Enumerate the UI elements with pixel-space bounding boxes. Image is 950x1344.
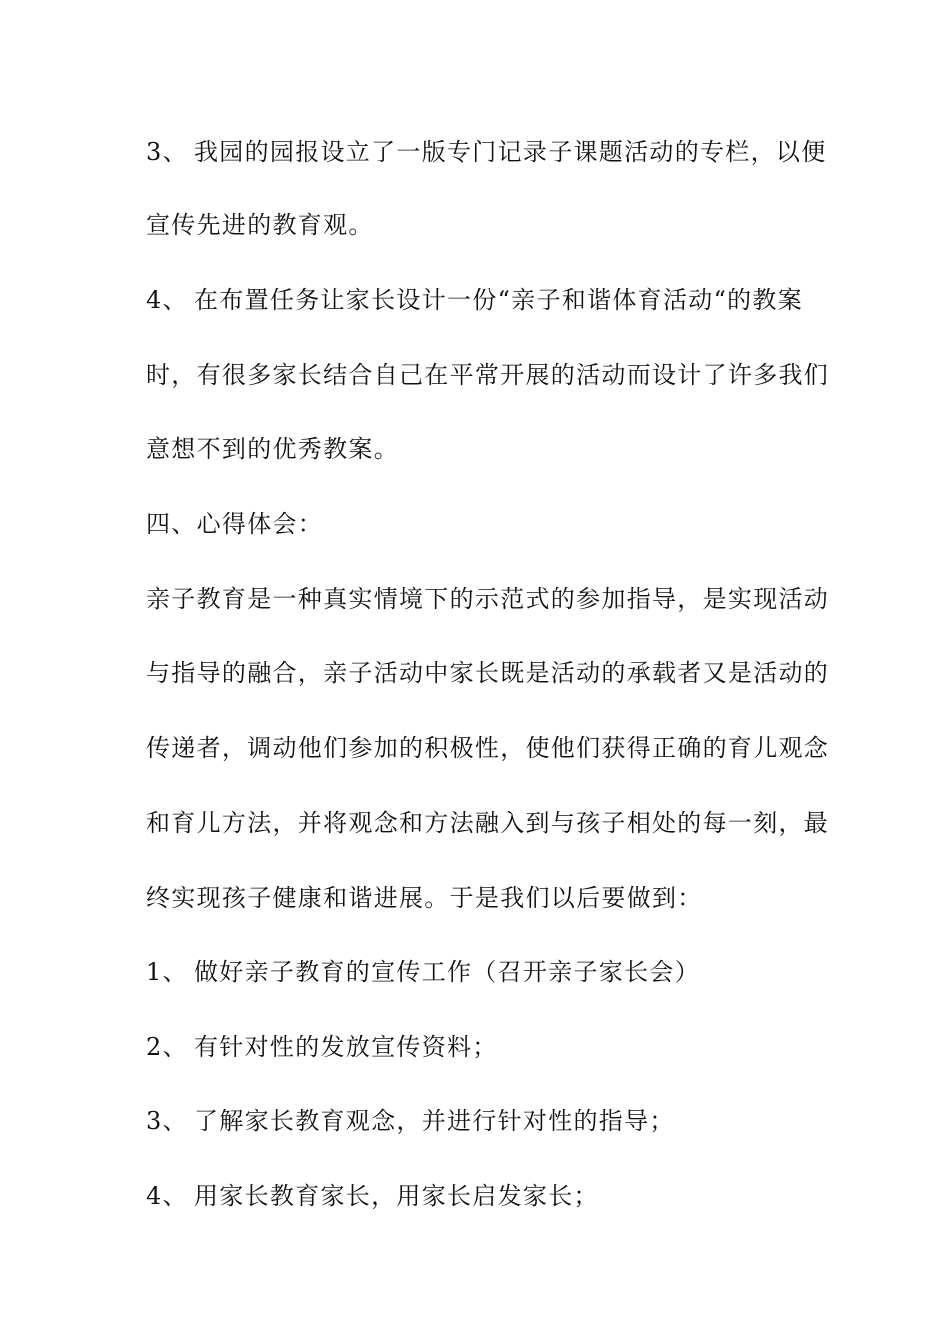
list-item-4-line-1	[146, 285, 806, 315]
list-number: 3、	[146, 1107, 188, 1135]
list-item-3-line-2: 宣传先进的教育观。	[146, 211, 374, 239]
paragraph-line: 亲子教育是一种真实情境下的示范式的参加指导，是实现活动	[146, 585, 830, 613]
todo-item-4	[146, 1181, 806, 1211]
todo-item-3	[146, 1106, 806, 1136]
list-item-3-line-1	[146, 137, 827, 167]
section-heading: 四、心得体会：	[146, 510, 324, 538]
list-text: 在布置任务让家长设计一份“亲子和谐体育活动“的教案	[194, 286, 804, 314]
paragraph-line: 传递者，调动他们参加的积极性，使他们获得正确的育儿观念	[146, 734, 830, 762]
list-text: 做好亲子教育的宣传工作（召开亲子家长会）	[194, 958, 700, 986]
list-text: 用家长教育家长，用家长启发家长；	[194, 1182, 599, 1210]
list-text: 有针对性的发放宣传资料；	[194, 1033, 498, 1061]
todo-item-2	[146, 1032, 806, 1062]
list-number: 4、	[146, 286, 188, 314]
paragraph-line: 和育儿方法，并将观念和方法融入到与孩子相处的每一刻，最	[146, 809, 830, 837]
list-number: 3、	[146, 138, 188, 166]
list-number: 1、	[146, 958, 188, 986]
list-item-4-line-2: 时，有很多家长结合自己在平常开展的活动而设计了许多我们	[146, 361, 830, 389]
list-number: 2、	[146, 1033, 188, 1061]
todo-item-1	[146, 957, 806, 987]
list-text: 我园的园报设立了一版专门记录子课题活动的专栏，以便	[194, 138, 827, 166]
paragraph-line: 终实现孩子健康和谐进展。于是我们以后要做到：	[146, 884, 703, 912]
list-item-4-line-3: 意想不到的优秀教案。	[146, 435, 399, 463]
list-number: 4、	[146, 1182, 188, 1210]
list-text: 了解家长教育观念，并进行针对性的指导；	[194, 1107, 675, 1135]
paragraph-line: 与指导的融合，亲子活动中家长既是活动的承载者又是活动的	[146, 659, 830, 687]
